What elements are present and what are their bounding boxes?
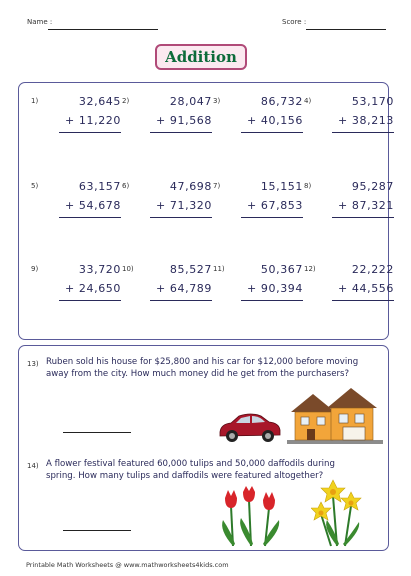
- answer-bar[interactable]: [150, 217, 212, 218]
- house-icon: [287, 384, 383, 444]
- problem-4: [304, 95, 394, 147]
- page-title: Addition: [155, 44, 247, 70]
- problem-addend-2: 90,394: [260, 282, 303, 295]
- problem-addend-1: 86,732: [260, 95, 303, 108]
- problem-addend-1: 15,151: [260, 180, 303, 193]
- problem-1: [31, 95, 121, 147]
- problem-number: 12): [304, 265, 316, 273]
- answer-bar[interactable]: [241, 132, 303, 133]
- problem-addend-2-row: [247, 114, 303, 127]
- plus-sign: +: [246, 282, 257, 295]
- problem-addend-2-row: [247, 282, 303, 295]
- problem-number: 2): [122, 97, 130, 105]
- problem-addend-2-row: [65, 199, 121, 212]
- problem-number: 7): [213, 182, 221, 190]
- problem-addend-2-row: [156, 282, 212, 295]
- problem-addend-1: 85,527: [169, 263, 212, 276]
- problem-number: 1): [31, 97, 39, 105]
- car-icon: [217, 408, 283, 444]
- word-problem-14-line1: A flower festival featured 60,000 tulips and 50,000 daffodils during: [46, 459, 335, 469]
- problem-10: [122, 263, 212, 315]
- problem-addend-2-row: [247, 199, 303, 212]
- problem-addend-2-row: [65, 282, 121, 295]
- problem-addend-1: 63,157: [78, 180, 121, 193]
- word-problem-13-line1: Ruben sold his house for $25,800 and his car for $12,000 before moving: [46, 357, 359, 367]
- plus-sign: +: [337, 282, 348, 295]
- answer-bar[interactable]: [59, 217, 121, 218]
- answer-bar[interactable]: [241, 300, 303, 301]
- answer-bar[interactable]: [59, 300, 121, 301]
- problem-addend-2: 40,156: [260, 114, 303, 127]
- problem-2: [122, 95, 212, 147]
- problem-addend-2-row: [156, 114, 212, 127]
- word-problem-14-number: 14): [27, 462, 39, 470]
- problem-addend-2: 44,556: [351, 282, 394, 295]
- problem-addend-1: 95,287: [351, 180, 394, 193]
- footer-credit: Printable Math Worksheets @ www.mathworksheets4kids.com: [26, 561, 229, 569]
- answer-bar[interactable]: [150, 132, 212, 133]
- plus-sign: +: [155, 199, 166, 212]
- problem-addend-2: 91,568: [169, 114, 212, 127]
- problem-11: [213, 263, 303, 315]
- answer-bar[interactable]: [332, 132, 394, 133]
- word-problem-13-text: [46, 356, 358, 380]
- plus-sign: +: [246, 199, 257, 212]
- problem-number: 9): [31, 265, 39, 273]
- problem-number: 6): [122, 182, 130, 190]
- word-problem-13-line2: away from the city. How much money did he get from the purchasers?: [46, 369, 350, 379]
- plus-sign: +: [246, 114, 257, 127]
- problem-addend-2: 64,789: [169, 282, 212, 295]
- name-label: Name :: [27, 18, 53, 26]
- answer-line-13[interactable]: [63, 432, 131, 433]
- problem-6: [122, 180, 212, 232]
- name-field[interactable]: [48, 21, 158, 30]
- plus-sign: +: [64, 114, 75, 127]
- problem-addend-1: 28,047: [169, 95, 212, 108]
- problem-number: 3): [213, 97, 221, 105]
- problem-number: 5): [31, 182, 39, 190]
- problem-12: [304, 263, 394, 315]
- problem-3: [213, 95, 303, 147]
- problem-addend-2-row: [338, 282, 394, 295]
- daffodils-icon: [311, 476, 367, 548]
- score-field[interactable]: [306, 21, 386, 30]
- problem-addend-2: 71,320: [169, 199, 212, 212]
- answer-bar[interactable]: [150, 300, 212, 301]
- tulips-icon: [217, 486, 289, 548]
- word-problem-13-number: 13): [27, 360, 39, 368]
- score-label: Score :: [282, 18, 307, 26]
- problem-addend-2-row: [156, 199, 212, 212]
- problem-number: 8): [304, 182, 312, 190]
- problem-number: 4): [304, 97, 312, 105]
- problem-addend-1: 22,222: [351, 263, 394, 276]
- problem-addend-1: 33,720: [78, 263, 121, 276]
- problem-addend-2-row: [65, 114, 121, 127]
- problem-9: [31, 263, 121, 315]
- answer-bar[interactable]: [59, 132, 121, 133]
- problem-addend-2-row: [338, 199, 394, 212]
- problem-addend-2: 87,321: [351, 199, 394, 212]
- problem-8: [304, 180, 394, 232]
- answer-bar[interactable]: [332, 300, 394, 301]
- problem-addend-1: 53,170: [351, 95, 394, 108]
- problem-addend-2-row: [338, 114, 394, 127]
- plus-sign: +: [337, 114, 348, 127]
- problem-addend-2: 24,650: [78, 282, 121, 295]
- plus-sign: +: [337, 199, 348, 212]
- word-problems-panel: [18, 345, 389, 551]
- problem-addend-1: 50,367: [260, 263, 303, 276]
- plus-sign: +: [155, 114, 166, 127]
- problem-7: [213, 180, 303, 232]
- answer-bar[interactable]: [241, 217, 303, 218]
- problem-addend-1: 47,698: [169, 180, 212, 193]
- problem-number: 10): [122, 265, 134, 273]
- plus-sign: +: [64, 199, 75, 212]
- answer-line-14[interactable]: [63, 530, 131, 531]
- word-problem-14-line2: spring. How many tulips and daffodils were featured altogether?: [46, 471, 324, 481]
- problem-addend-2: 54,678: [78, 199, 121, 212]
- problem-addend-1: 32,645: [78, 95, 121, 108]
- problem-addend-2: 11,220: [78, 114, 121, 127]
- answer-bar[interactable]: [332, 217, 394, 218]
- plus-sign: +: [155, 282, 166, 295]
- problems-panel: [18, 82, 394, 340]
- plus-sign: +: [64, 282, 75, 295]
- problem-number: 11): [213, 265, 225, 273]
- problem-5: [31, 180, 121, 232]
- problem-addend-2: 67,853: [260, 199, 303, 212]
- word-problem-14-text: [46, 458, 335, 482]
- problem-addend-2: 38,213: [351, 114, 394, 127]
